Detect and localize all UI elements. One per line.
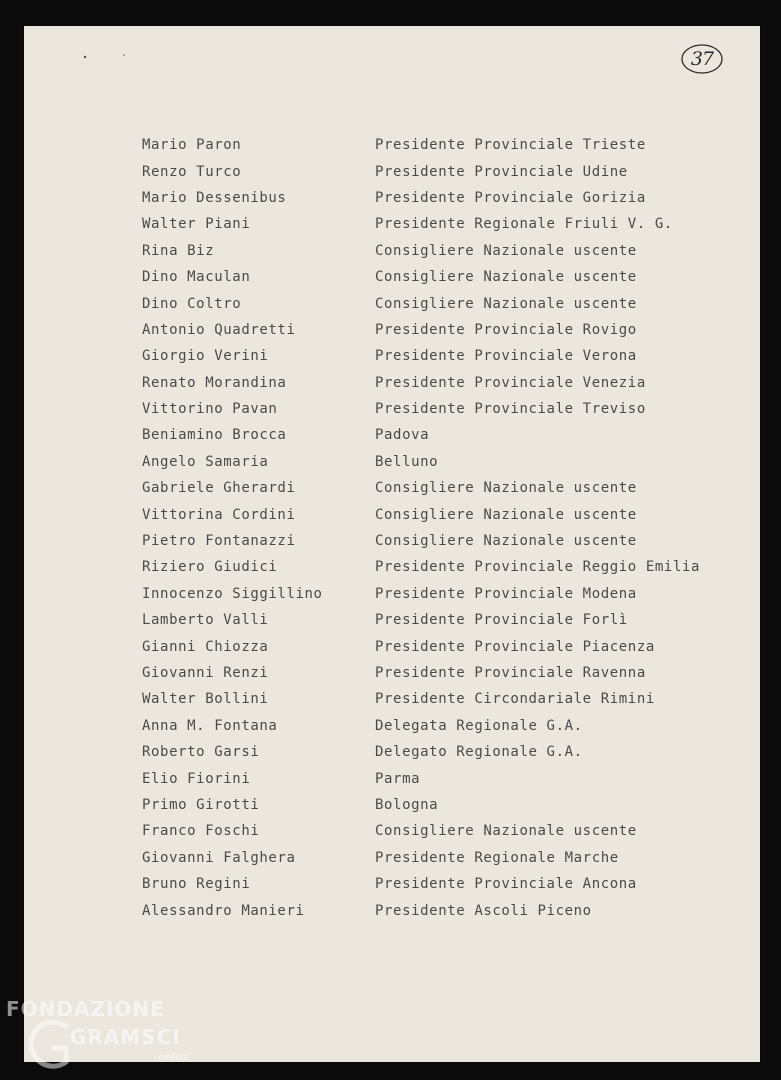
paper-specks [24, 26, 144, 66]
member-name: Pietro Fontanazzi [142, 533, 296, 550]
member-name: Elio Fiorini [142, 770, 251, 787]
document-page [24, 26, 760, 1062]
member-name: Walter Piani [142, 216, 251, 233]
member-role: Presidente Provinciale Trieste [375, 137, 646, 154]
member-role: Presidente Provinciale Verona [375, 348, 637, 365]
member-name: Renzo Turco [142, 163, 242, 180]
roster-row [142, 396, 742, 422]
roster-row [142, 317, 742, 343]
roster-row [142, 370, 742, 396]
roster-row [142, 739, 742, 765]
member-name: Lamberto Valli [142, 612, 269, 629]
member-role: Padova [375, 427, 430, 444]
roster-row [142, 264, 742, 290]
roster-list [142, 132, 742, 924]
page-number-text: 37 [690, 48, 714, 70]
roster-row [142, 607, 742, 633]
roster-row [142, 845, 742, 871]
roster-row [142, 422, 742, 448]
member-name: Dino Coltro [142, 295, 242, 312]
member-name: Vittorina Cordini [142, 506, 296, 523]
member-role: Presidente Provinciale Ancona [375, 876, 637, 893]
roster-row [142, 449, 742, 475]
member-name: Franco Foschi [142, 823, 260, 840]
member-role: Delegata Regionale G.A. [375, 717, 583, 734]
roster-row [142, 818, 742, 844]
member-name: Mario Dessenibus [142, 189, 287, 206]
roster-row [142, 897, 742, 923]
member-role: Presidente Provinciale Gorizia [375, 189, 646, 206]
member-role: Presidente Provinciale Piacenza [375, 638, 655, 655]
member-role: Delegato Regionale G.A. [375, 744, 583, 761]
roster-row [142, 871, 742, 897]
member-name: Vittorino Pavan [142, 401, 278, 418]
member-role: Presidente Regionale Friuli V. G. [375, 216, 673, 233]
roster-row [142, 554, 742, 580]
roster-row [142, 660, 742, 686]
member-role: Consigliere Nazionale uscente [375, 506, 637, 523]
roster-row [142, 185, 742, 211]
member-name: Gianni Chiozza [142, 638, 269, 655]
member-role: Presidente Provinciale Ravenna [375, 665, 646, 681]
member-role: Presidente Circondariale Rimini [375, 691, 655, 708]
page-number [680, 42, 724, 76]
fondazione-gramsci-watermark-logo [4, 994, 204, 1074]
roster-row [142, 501, 742, 527]
watermark-line2: GRAMSCI [70, 1025, 181, 1049]
member-role: Consigliere Nazionale uscente [375, 269, 637, 286]
roster-row [142, 132, 742, 158]
roster-row [142, 343, 742, 369]
roster-row [142, 581, 742, 607]
watermark-line1: FONDAZIONE [6, 997, 165, 1021]
member-role: Belluno [375, 453, 439, 470]
member-name: Riziero Giudici [142, 559, 278, 576]
roster-row [142, 633, 742, 659]
member-name: Giovanni Falghera [142, 849, 296, 866]
member-role: Presidente Regionale Marche [375, 849, 619, 866]
member-name: Rina Biz [142, 242, 215, 259]
member-role: Presidente Provinciale Rovigo [375, 321, 637, 338]
roster-row [142, 765, 742, 791]
member-name: Renato Morandina [142, 374, 287, 391]
member-role: Bologna [375, 796, 439, 813]
roster-row [142, 686, 742, 712]
roster-row [142, 528, 742, 554]
member-role: Presidente Ascoli Piceno [375, 902, 592, 919]
watermark-tag: onlus [158, 1052, 189, 1063]
roster-row [142, 238, 742, 264]
roster-row [142, 211, 742, 237]
member-name: Bruno Regini [142, 876, 251, 893]
member-name: Mario Paron [142, 137, 242, 154]
roster-row [142, 475, 742, 501]
member-name: Giorgio Verini [142, 348, 269, 365]
roster-row [142, 290, 742, 316]
member-role: Presidente Provinciale Modena [375, 585, 637, 602]
member-role: Presidente Provinciale Reggio Emilia [375, 559, 701, 576]
member-role: Consigliere Nazionale uscente [375, 823, 637, 840]
member-role: Parma [375, 770, 421, 787]
member-role: Presidente Provinciale Udine [375, 163, 628, 180]
member-name: Innocenzo Siggillino [142, 585, 323, 602]
member-name: Angelo Samaria [142, 453, 269, 470]
member-name: Anna M. Fontana [142, 717, 278, 734]
member-name: Beniamino Brocca [142, 427, 287, 444]
roster-row [142, 713, 742, 739]
member-name: Primo Girotti [142, 796, 260, 813]
member-role: Presidente Provinciale Treviso [375, 401, 646, 418]
member-role: Consigliere Nazionale uscente [375, 533, 637, 550]
member-name: Roberto Garsi [142, 744, 260, 761]
member-name: Antonio Quadretti [142, 321, 296, 338]
member-role: Consigliere Nazionale uscente [375, 480, 637, 497]
member-name: Gabriele Gherardi [142, 480, 296, 497]
member-role: Consigliere Nazionale uscente [375, 242, 637, 259]
member-name: Walter Bollini [142, 691, 269, 708]
roster-row [142, 158, 742, 184]
roster-row [142, 792, 742, 818]
member-name: Giovanni Renzi [142, 665, 269, 681]
member-name: Alessandro Manieri [142, 902, 305, 919]
member-role: Presidente Provinciale Venezia [375, 374, 646, 391]
member-role: Presidente Provinciale Forlì [375, 612, 628, 629]
member-role: Consigliere Nazionale uscente [375, 295, 637, 312]
member-name: Dino Maculan [142, 269, 251, 286]
gramsci-logo-icon [4, 994, 204, 1074]
